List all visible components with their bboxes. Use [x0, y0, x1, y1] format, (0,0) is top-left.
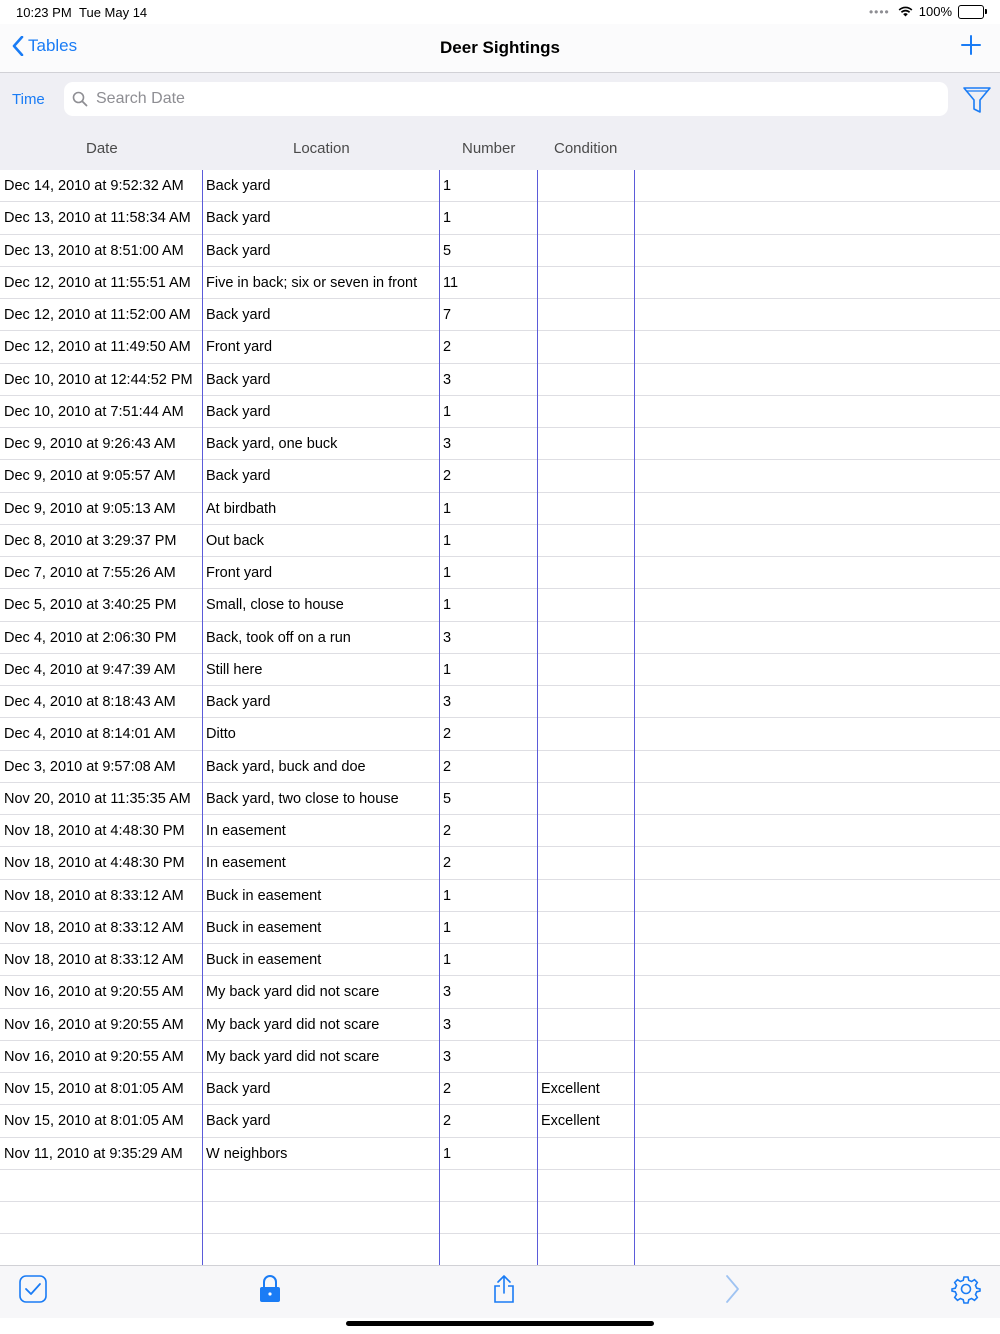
column-header-date[interactable]: Date [86, 140, 118, 157]
table-row[interactable] [0, 1105, 1000, 1137]
cell-location: Back yard [206, 242, 271, 259]
cell-location: In easement [206, 855, 286, 872]
empty-row[interactable] [0, 1170, 1000, 1202]
cell-number: 1 [443, 1145, 452, 1162]
cell-number: 1 [443, 952, 452, 968]
cell-location: Back yard [206, 371, 271, 388]
column-divider [439, 170, 440, 1265]
cell-location: My back yard did not scare [206, 984, 380, 1001]
cell-date: Dec 9, 2010 at 9:26:43 AM [4, 436, 176, 452]
cell-date: Dec 4, 2010 at 9:47:39 AM [4, 661, 176, 678]
table-row[interactable] [0, 783, 1000, 815]
wifi-icon [898, 6, 913, 17]
column-header-condition[interactable]: Condition [554, 140, 618, 157]
cell-number: 2 [443, 1113, 452, 1130]
table-row[interactable] [0, 1073, 1000, 1105]
cell-location: Back yard [206, 403, 271, 420]
table-row[interactable] [0, 460, 1000, 492]
cell-number: 5 [443, 790, 452, 807]
lock-button[interactable] [258, 1274, 282, 1309]
cell-date: Dec 14, 2010 at 9:52:32 AM [4, 178, 184, 194]
cell-location: Buck in easement [206, 887, 322, 904]
cell-date: Nov 16, 2010 at 9:20:55 AM [4, 984, 184, 1001]
table-row[interactable] [0, 718, 1000, 750]
cell-date: Dec 12, 2010 at 11:55:51 AM [4, 274, 191, 291]
cell-location: Buck in easement [206, 919, 322, 936]
lock-icon [258, 1274, 282, 1304]
table-row[interactable] [0, 686, 1000, 718]
table-row[interactable] [0, 976, 1000, 1008]
column-header-number[interactable]: Number [462, 140, 516, 157]
cell-date: Nov 15, 2010 at 8:01:05 AM [4, 1081, 184, 1097]
cell-location: Front yard [206, 339, 273, 356]
cell-date: Dec 13, 2010 at 8:51:00 AM [4, 242, 184, 259]
cell-location: Back, took off on a run [206, 629, 351, 646]
cell-number: 2 [443, 823, 452, 839]
cell-date: Nov 20, 2010 at 11:35:35 AM [4, 790, 191, 807]
search-mode-button[interactable]: Time [12, 91, 45, 108]
cell-location: My back yard did not scare [206, 1016, 380, 1033]
table-row[interactable] [0, 1009, 1000, 1041]
back-button-label: Tables [28, 36, 78, 55]
cell-date: Nov 18, 2010 at 8:33:12 AM [4, 952, 184, 968]
cell-number: 3 [443, 1016, 452, 1033]
cell-date: Dec 10, 2010 at 12:44:52 PM [4, 371, 193, 388]
column-divider [202, 170, 203, 1265]
cell-number: 2 [443, 855, 452, 872]
search-bar [0, 73, 1000, 125]
home-indicator[interactable] [346, 1321, 654, 1326]
cell-date: Nov 11, 2010 at 9:35:29 AM [4, 1145, 183, 1162]
cell-number: 1 [443, 500, 452, 517]
status-date: Tue May 14 [79, 5, 148, 20]
column-divider [537, 170, 538, 1265]
cell-date: Dec 10, 2010 at 7:51:44 AM [4, 403, 184, 420]
cell-date: Nov 15, 2010 at 8:01:05 AM [4, 1113, 184, 1130]
cell-number: 3 [443, 1048, 452, 1065]
table-row[interactable] [0, 525, 1000, 557]
table-row[interactable] [0, 396, 1000, 428]
data-table [0, 170, 1000, 1265]
column-divider [634, 170, 635, 1265]
cell-location: Small, close to house [206, 597, 344, 614]
checkbox-icon [18, 1274, 48, 1304]
cell-location: Back yard, buck and doe [206, 758, 366, 775]
cell-location: My back yard did not scare [206, 1048, 380, 1065]
battery-icon [958, 5, 984, 19]
cell-date: Nov 18, 2010 at 4:48:30 PM [4, 855, 185, 872]
cell-date: Dec 12, 2010 at 11:49:50 AM [4, 339, 191, 356]
cell-number: 7 [443, 307, 452, 323]
table-row[interactable] [0, 331, 1000, 363]
search-field-container [64, 82, 948, 116]
cell-date: Dec 12, 2010 at 11:52:00 AM [4, 307, 191, 323]
filter-button[interactable] [962, 85, 992, 120]
cell-date: Dec 5, 2010 at 3:40:25 PM [4, 597, 177, 614]
table-row[interactable] [0, 299, 1000, 331]
cell-number: 3 [443, 984, 452, 1001]
search-icon [72, 91, 88, 107]
table-row[interactable] [0, 267, 1000, 299]
settings-button[interactable] [951, 1274, 981, 1309]
cell-date: Nov 16, 2010 at 9:20:55 AM [4, 1048, 184, 1065]
cell-date: Dec 4, 2010 at 8:14:01 AM [4, 726, 176, 743]
cell-location: Back yard [206, 1113, 271, 1130]
cell-number: 2 [443, 1081, 452, 1097]
cell-location: Front yard [206, 565, 273, 581]
cell-location: Back yard [206, 1081, 271, 1097]
plus-icon [960, 34, 982, 56]
cell-number: 1 [443, 565, 452, 581]
table-row[interactable] [0, 912, 1000, 944]
signal-dots-icon: •••• [868, 4, 890, 19]
cell-number: 1 [443, 661, 452, 678]
table-row[interactable] [0, 589, 1000, 621]
cell-number: 1 [443, 887, 452, 904]
cell-location: At birdbath [206, 500, 277, 517]
cell-location: Buck in easement [206, 952, 322, 968]
chevron-right-icon [722, 1274, 742, 1304]
table-row[interactable] [0, 815, 1000, 847]
add-button[interactable] [960, 34, 982, 61]
table-row[interactable] [0, 1138, 1000, 1170]
cell-location: Five in back; six or seven in front [206, 274, 418, 291]
cell-location: Back yard [206, 178, 271, 194]
cell-condition: Excellent [541, 1081, 600, 1097]
cell-location: Back yard, one buck [206, 436, 338, 452]
column-header-row [0, 125, 1000, 170]
cell-location: Out back [206, 532, 265, 549]
table-row[interactable] [0, 622, 1000, 654]
cell-location: Back yard [206, 210, 271, 227]
cell-location: Back yard [206, 307, 271, 323]
cell-date: Dec 8, 2010 at 3:29:37 PM [4, 532, 177, 549]
cell-date: Nov 18, 2010 at 4:48:30 PM [4, 823, 185, 839]
battery-percent: 100% [918, 4, 952, 19]
cell-number: 3 [443, 436, 452, 452]
cell-location: W neighbors [206, 1145, 288, 1162]
cell-date: Dec 4, 2010 at 2:06:30 PM [4, 629, 177, 646]
status-right [869, 4, 984, 19]
cell-date: Nov 16, 2010 at 9:20:55 AM [4, 1016, 184, 1033]
cell-date: Dec 3, 2010 at 9:57:08 AM [4, 758, 176, 775]
cell-location: In easement [206, 823, 286, 839]
cell-number: 1 [443, 178, 452, 194]
status-bar [0, 0, 1000, 24]
cell-number: 2 [443, 339, 452, 356]
gear-icon [951, 1274, 981, 1304]
empty-row[interactable] [0, 1202, 1000, 1234]
table-row[interactable] [0, 235, 1000, 267]
table-row[interactable] [0, 364, 1000, 396]
table-row[interactable] [0, 202, 1000, 234]
cell-location: Back yard [206, 694, 271, 710]
cell-number: 2 [443, 726, 452, 743]
table-row[interactable] [0, 944, 1000, 976]
cell-number: 1 [443, 597, 452, 614]
cell-number: 3 [443, 694, 452, 710]
table-row[interactable] [0, 170, 1000, 202]
cell-number: 1 [443, 532, 452, 549]
table-row[interactable] [0, 880, 1000, 912]
cell-number: 2 [443, 468, 452, 485]
bottom-toolbar [0, 1265, 1000, 1318]
cell-number: 3 [443, 371, 452, 388]
status-time: 10:23 PM [16, 5, 72, 20]
empty-row[interactable] [0, 1234, 1000, 1265]
cell-number: 11 [443, 274, 459, 291]
next-button[interactable] [722, 1274, 742, 1309]
share-button[interactable] [492, 1274, 516, 1309]
cell-date: Dec 9, 2010 at 9:05:57 AM [4, 468, 176, 485]
filter-icon [962, 85, 992, 115]
cell-location: Back yard, two close to house [206, 790, 399, 807]
cell-number: 3 [443, 629, 452, 646]
table-row[interactable] [0, 557, 1000, 589]
cell-number: 5 [443, 242, 452, 259]
share-icon [492, 1274, 516, 1304]
table-row[interactable] [0, 428, 1000, 460]
cell-date: Nov 18, 2010 at 8:33:12 AM [4, 887, 184, 904]
navigation-bar [0, 24, 1000, 73]
cell-date: Dec 13, 2010 at 11:58:34 AM [4, 210, 191, 227]
table-row[interactable] [0, 654, 1000, 686]
search-input[interactable] [94, 89, 918, 109]
table-row[interactable] [0, 847, 1000, 879]
cell-number: 2 [443, 758, 452, 775]
cell-number: 1 [443, 919, 452, 936]
select-button[interactable] [18, 1274, 48, 1309]
column-header-location[interactable]: Location [293, 140, 350, 157]
cell-date: Dec 4, 2010 at 8:18:43 AM [4, 694, 176, 710]
table-row[interactable] [0, 1041, 1000, 1073]
table-row[interactable] [0, 493, 1000, 525]
cell-location: Still here [206, 661, 263, 678]
table-row[interactable] [0, 751, 1000, 783]
cell-location: Back yard [206, 468, 271, 485]
page-title: Deer Sightings [440, 38, 560, 57]
cell-location: Ditto [206, 726, 236, 743]
cell-number: 1 [443, 403, 452, 420]
cell-date: Dec 7, 2010 at 7:55:26 AM [4, 565, 176, 581]
cell-condition: Excellent [541, 1113, 600, 1130]
cell-date: Nov 18, 2010 at 8:33:12 AM [4, 919, 184, 936]
cell-date: Dec 9, 2010 at 9:05:13 AM [4, 500, 176, 517]
cell-number: 1 [443, 210, 452, 227]
